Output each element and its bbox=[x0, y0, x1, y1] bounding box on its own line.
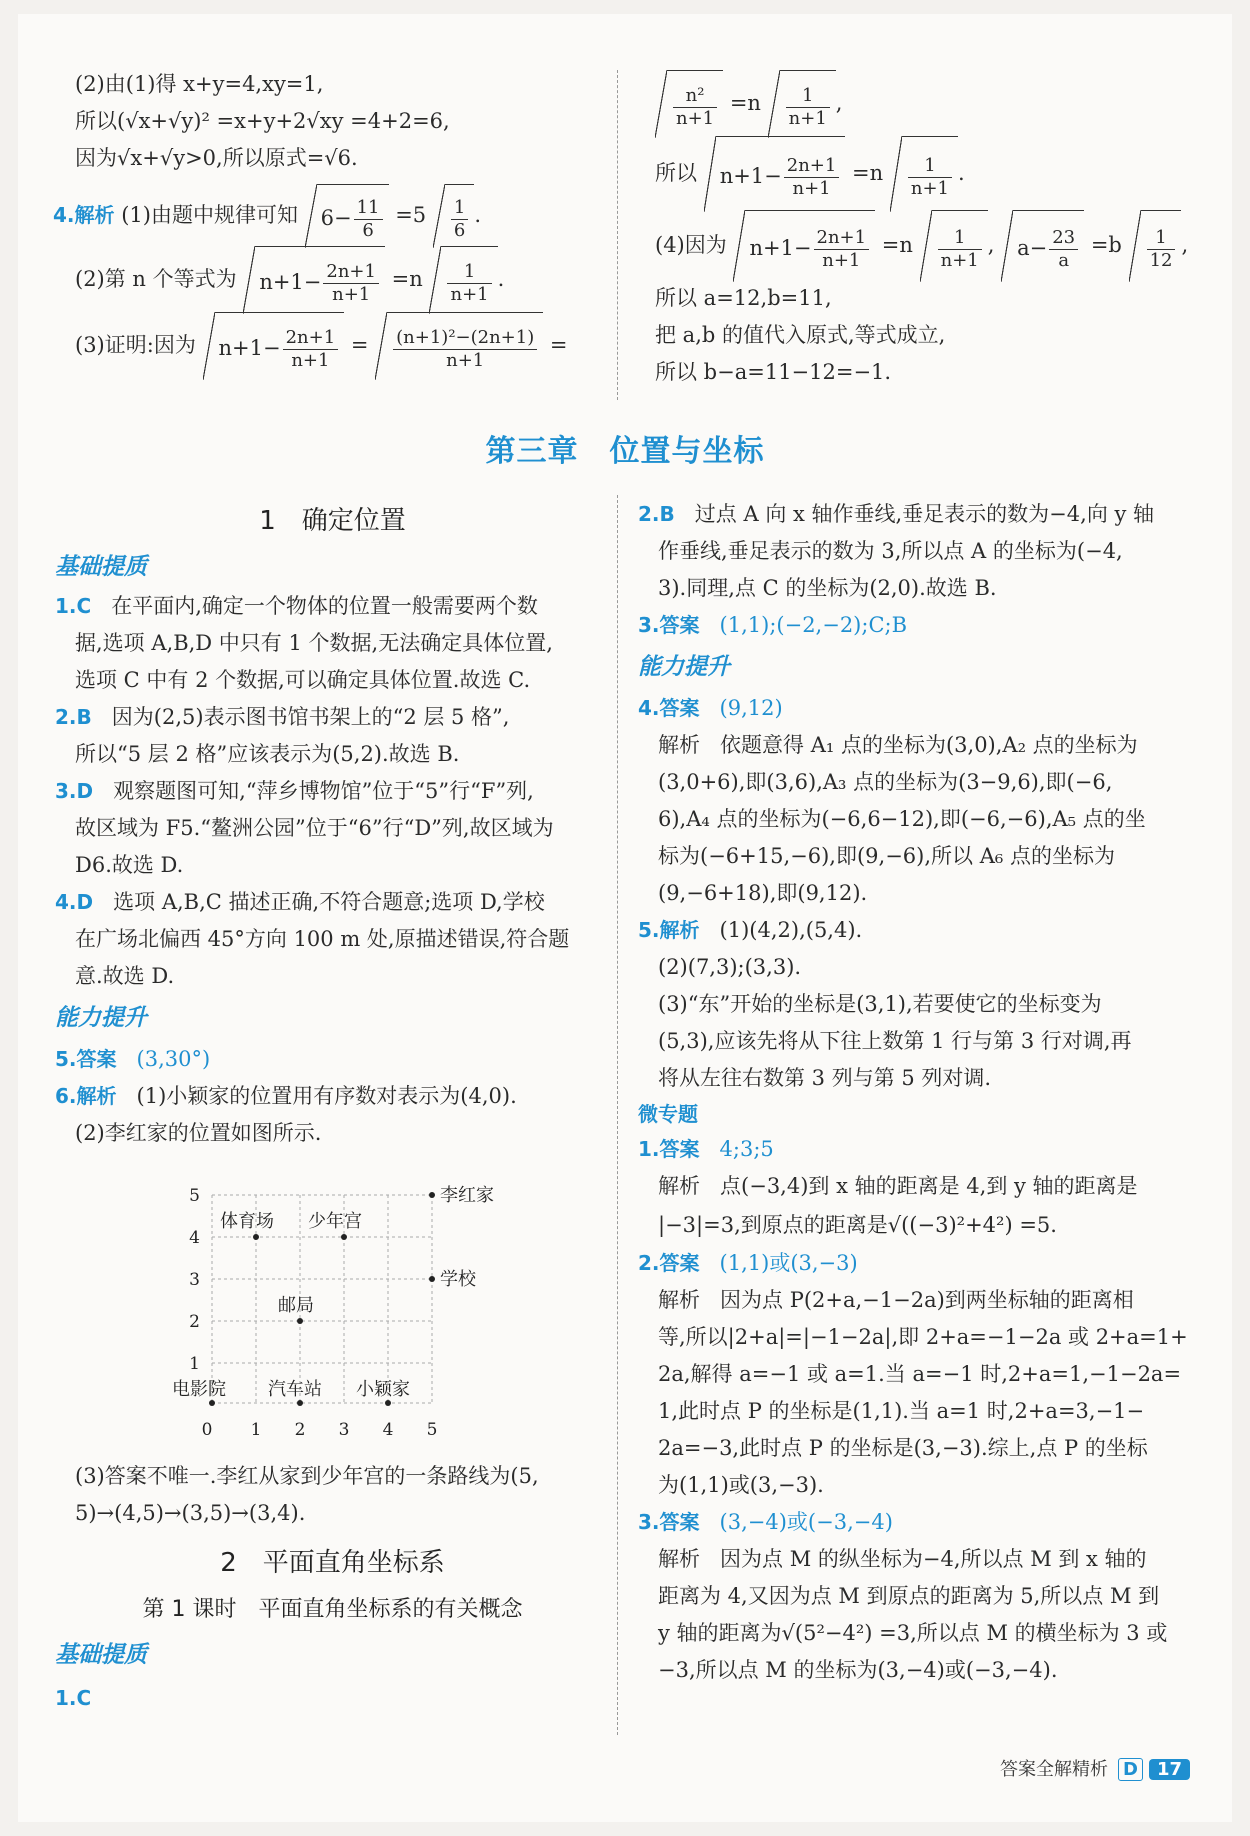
m1-jx-line bbox=[638, 1168, 1203, 1205]
q6-label: 6.解析 bbox=[55, 1084, 117, 1108]
radical bbox=[441, 246, 497, 315]
x-tick: 1 bbox=[250, 1420, 262, 1440]
text: (1)(4,2),(5,4). bbox=[719, 918, 863, 942]
q4-line1: 4.解析 (1)由题中规律可知 6− $\frac{11}{6}$ =5 $\frac{1}{6}$ . bbox=[75, 184, 615, 246]
label-school: 学校 bbox=[440, 1269, 476, 1290]
fraction bbox=[673, 85, 717, 130]
text-line: 5)→(4,5)→(3,5)→(3,4). bbox=[75, 1501, 306, 1525]
denominator: 6 bbox=[453, 220, 466, 241]
fraction bbox=[283, 327, 339, 372]
fraction bbox=[786, 85, 830, 130]
fraction bbox=[908, 155, 952, 200]
denominator: n+1 bbox=[910, 178, 949, 199]
r-line2: 所以 n+1− $\frac{2n+1}{n+1}$ =n $\frac{1}{n+1}$ . bbox=[655, 136, 1195, 210]
section-header-basic: 基础提质 bbox=[55, 1642, 147, 1668]
text-line: 3).同理,点 C 的坐标为(2,0).故选 B. bbox=[658, 576, 997, 600]
fraction bbox=[1147, 227, 1176, 272]
denominator: n+1 bbox=[676, 108, 715, 129]
q4-label: 4.D bbox=[55, 890, 94, 914]
text: =5 bbox=[395, 203, 427, 227]
radical bbox=[1141, 210, 1182, 283]
denominator: n+1 bbox=[792, 178, 831, 199]
left-column bbox=[55, 496, 610, 1152]
x-tick: 0 bbox=[201, 1420, 213, 1440]
text: n+1− bbox=[749, 236, 812, 260]
text-line: 所以 b−a=11−12=−1. bbox=[655, 360, 892, 384]
text: 观察题图可知,“萍乡博物馆”位于“5”行“F”列, bbox=[113, 779, 534, 803]
denominator: n+1 bbox=[446, 350, 485, 371]
label-lihong: 李红家 bbox=[440, 1185, 494, 1206]
numerator: n² bbox=[673, 85, 717, 108]
text-line: 将从左往右数第 3 列与第 5 列对调. bbox=[658, 1066, 992, 1090]
q1-label: 1.C bbox=[55, 1686, 92, 1710]
denominator: n+1 bbox=[940, 250, 979, 271]
text-line: 选项 C 中有 2 个数据,可以确定具体位置.故选 C. bbox=[75, 668, 531, 692]
label-post: 邮局 bbox=[278, 1295, 314, 1316]
x-tick: 2 bbox=[294, 1420, 306, 1440]
q4-jx-line bbox=[638, 727, 1203, 764]
text: 选项 A,B,C 描述正确,不符合题意;选项 D,学校 bbox=[113, 890, 545, 914]
text-line: 等,所以|2+a|=|−1−2a|,即 2+a=−1−2a 或 2+a=1+ bbox=[658, 1325, 1188, 1349]
coordinate-grid-figure bbox=[160, 1185, 520, 1450]
text-line: 2a,解得 a=−1 或 a=1.当 a=−1 时,2+a=1,−1−2a= bbox=[658, 1362, 1182, 1386]
m1-label: 1.答案 bbox=[638, 1137, 700, 1161]
q4-line2: (2)第 n 个等式为 n+1− $\frac{2n+1}{n+1}$ =n $\frac{1}{n+1}$ . bbox=[75, 246, 615, 312]
m3-line bbox=[638, 1504, 1203, 1541]
q3-label: 3.D bbox=[55, 779, 94, 803]
jiexi-label: 解析 bbox=[658, 733, 700, 757]
radical bbox=[317, 184, 389, 249]
q4-label: 4.答案 bbox=[638, 696, 700, 720]
text: (4)因为 bbox=[655, 233, 727, 257]
text-line: 所以(√x+√y)² =x+y+2√xy =4+2=6, bbox=[75, 109, 450, 133]
section-header-basic: 基础提质 bbox=[55, 554, 147, 580]
text-line: (2)(7,3);(3,3). bbox=[658, 955, 802, 979]
answer: (3,30°) bbox=[136, 1047, 211, 1071]
text-line: (9,−6+18),即(9,12). bbox=[658, 881, 868, 905]
numerator: 1 bbox=[786, 85, 830, 108]
q2-line bbox=[638, 496, 1203, 533]
q2-label: 2.B bbox=[638, 502, 675, 526]
text: n+1− bbox=[259, 270, 322, 294]
numerator: 2n+1 bbox=[283, 327, 339, 350]
text-line: 标为(−6+15,−6),即(9,−6),所以 A₆ 点的坐标为 bbox=[658, 844, 1115, 868]
footer-d-badge: D bbox=[1118, 1758, 1143, 1781]
chapter-title: 第三章 位置与坐标 bbox=[485, 434, 765, 469]
text: (2)第 n 个等式为 bbox=[75, 267, 237, 291]
radical bbox=[1013, 210, 1084, 283]
numerator: 1 bbox=[1147, 227, 1176, 250]
text: 因为(2,5)表示图书馆书架上的“2 层 5 格”, bbox=[111, 705, 510, 729]
fraction bbox=[447, 261, 491, 306]
text: =n bbox=[852, 161, 884, 185]
fraction bbox=[451, 197, 468, 242]
y-tick: 2 bbox=[189, 1312, 200, 1332]
section-header-micro: 微专题 bbox=[638, 1102, 698, 1126]
text-line: 2a=−3,此时点 P 的坐标是(3,−3).综上,点 P 的坐标 bbox=[658, 1436, 1148, 1460]
radical bbox=[780, 70, 836, 139]
x-tick: 5 bbox=[426, 1420, 438, 1440]
answer: (9,12) bbox=[719, 696, 783, 720]
numerator: 1 bbox=[447, 261, 491, 284]
radical bbox=[445, 184, 474, 249]
numerator: 2n+1 bbox=[814, 227, 870, 250]
lesson-title: 第 1 课时 平面直角坐标系的有关概念 bbox=[142, 1597, 523, 1622]
numerator: 1 bbox=[938, 227, 982, 250]
left-column-bottom bbox=[55, 1458, 610, 1717]
answer: (1,1);(−2,−2);C;B bbox=[719, 613, 908, 637]
q1-line bbox=[55, 588, 610, 625]
q4-line bbox=[55, 884, 610, 921]
fraction bbox=[323, 261, 379, 306]
label-cinema: 电影院 bbox=[172, 1379, 226, 1400]
text: =b bbox=[1090, 233, 1122, 257]
label-xiaoying: 小颖家 bbox=[356, 1379, 410, 1400]
radical bbox=[387, 312, 543, 381]
page-footer bbox=[1000, 1755, 1190, 1781]
denominator: n+1 bbox=[450, 284, 489, 305]
y-tick: 1 bbox=[189, 1354, 200, 1374]
numerator: 2n+1 bbox=[323, 261, 379, 284]
fraction bbox=[938, 227, 982, 272]
text: 点(−3,4)到 x 轴的距离是 4,到 y 轴的距离是 bbox=[720, 1174, 1138, 1198]
text-line: (3)答案不唯一.李红从家到少年宫的一条路线为(5, bbox=[75, 1464, 539, 1488]
q4-line bbox=[638, 690, 1203, 727]
q5-line bbox=[638, 912, 1203, 949]
text-line: 为(1,1)或(3,−3). bbox=[658, 1473, 824, 1497]
numerator: 1 bbox=[908, 155, 952, 178]
jiexi-label: 解析 bbox=[658, 1547, 700, 1571]
answer: (3,−4)或(−3,−4) bbox=[719, 1510, 893, 1534]
numerator: (n+1)²−(2n+1) bbox=[393, 327, 537, 350]
q1-line bbox=[55, 1680, 610, 1717]
q5-line bbox=[55, 1041, 610, 1078]
right-column bbox=[638, 496, 1203, 1689]
q3-label: 3.答案 bbox=[638, 613, 700, 637]
denominator: n+1 bbox=[788, 108, 827, 129]
text: 因为点 P(2+a,−1−2a)到两坐标轴的距离相 bbox=[720, 1288, 1134, 1312]
section-header-ability: 能力提升 bbox=[55, 1005, 147, 1031]
m3-jx-line bbox=[638, 1541, 1203, 1578]
text-line: 据,选项 A,B,D 中只有 1 个数据,无法确定具体位置, bbox=[75, 631, 553, 655]
fraction bbox=[784, 155, 840, 200]
numerator: 2n+1 bbox=[784, 155, 840, 178]
footer-text: 答案全解精析 bbox=[999, 1759, 1108, 1780]
text-line: 所以“5 层 2 格”应该表示为(5,2).故选 B. bbox=[75, 742, 460, 766]
text-line: 因为√x+√y>0,所以原式=√6. bbox=[75, 146, 358, 170]
text-line: 所以 a=12,b=11, bbox=[655, 286, 832, 310]
denominator: 12 bbox=[1149, 250, 1173, 271]
radical bbox=[215, 312, 345, 381]
text: =n bbox=[881, 233, 913, 257]
radical bbox=[745, 210, 875, 283]
text-line: 距离为 4,又因为点 M 到原点的距离为 5,所以点 M 到 bbox=[658, 1584, 1160, 1608]
text-line: (3,0+6),即(3,6),A₃ 点的坐标为(3−9,6),即(−6, bbox=[658, 770, 1113, 794]
text-line: 故区域为 F5.“鳌洲公园”位于“6”行“D”列,故区域为 bbox=[75, 816, 554, 840]
q5-label: 5.解析 bbox=[638, 918, 700, 942]
page-number: 17 bbox=[1149, 1759, 1190, 1780]
section-header-ability: 能力提升 bbox=[638, 654, 730, 680]
m2-line bbox=[638, 1245, 1203, 1282]
fraction bbox=[393, 327, 537, 372]
fraction bbox=[1049, 227, 1078, 272]
text-line: (5,3),应该先将从下往上数第 1 行与第 3 行对调,再 bbox=[658, 1029, 1132, 1053]
answer: 4;3;5 bbox=[719, 1137, 774, 1161]
r-line3: (4)因为 n+1− $\frac{2n+1}{n+1}$ =n $\frac{1}{n+1}$ , a− $\frac{23}{a}$ =b $\frac{1}{12}$ , bbox=[655, 210, 1195, 280]
numerator: 23 bbox=[1049, 227, 1078, 250]
top-left-block bbox=[53, 66, 615, 378]
text: a− bbox=[1017, 236, 1048, 260]
column-divider bbox=[617, 495, 618, 1735]
q3-line bbox=[638, 607, 1203, 644]
text: =n bbox=[391, 267, 423, 291]
fraction bbox=[354, 197, 383, 242]
text: 过点 A 向 x 轴作垂线,垂足表示的数为−4,向 y 轴 bbox=[694, 502, 1155, 526]
text-line: (2)由(1)得 x+y=4,xy=1, bbox=[75, 72, 324, 96]
section-title: 1 确定位置 bbox=[259, 506, 406, 536]
text-line: (3)“东”开始的坐标是(3,1),若要使它的坐标变为 bbox=[658, 992, 1102, 1016]
denominator: a bbox=[1058, 250, 1070, 271]
label-bus: 汽车站 bbox=[268, 1379, 322, 1400]
r-line1: $\frac{\text{n²}}{n+1}$ =n $\frac{1}{n+1}$ , bbox=[655, 70, 1195, 136]
m3-label: 3.答案 bbox=[638, 1510, 700, 1534]
numerator: 1 bbox=[451, 197, 468, 220]
radical bbox=[902, 136, 958, 213]
text: n+1− bbox=[218, 336, 281, 360]
q2-line bbox=[55, 699, 610, 736]
denominator: n+1 bbox=[822, 250, 861, 271]
text: (1)由题中规律可知 bbox=[121, 203, 298, 227]
radical bbox=[932, 210, 988, 283]
jiexi-label: 解析 bbox=[658, 1174, 700, 1198]
text: (1)小颖家的位置用有序数对表示为(4,0). bbox=[136, 1084, 517, 1108]
text: 因为点 M 的纵坐标为−4,所以点 M 到 x 轴的 bbox=[720, 1547, 1147, 1571]
numerator: 11 bbox=[354, 197, 383, 220]
text: (3)证明:因为 bbox=[75, 333, 196, 357]
radical bbox=[716, 136, 846, 213]
text-line: 作垂线,垂足表示的数为 3,所以点 A 的坐标为(−4, bbox=[658, 539, 1123, 563]
text-line: (2)李红家的位置如图所示. bbox=[75, 1121, 322, 1145]
q4-line3: (3)证明:因为 n+1− $\frac{2n+1}{n+1}$ = $\frac{\text{(n+1)²−(2n+1)}}{n+1}$ = bbox=[75, 312, 615, 378]
text-line: 意.故选 D. bbox=[75, 964, 175, 988]
jiexi-label: 解析 bbox=[658, 1288, 700, 1312]
text-line: 把 a,b 的值代入原式,等式成立, bbox=[655, 323, 946, 347]
x-tick: 4 bbox=[382, 1420, 394, 1440]
m2-label: 2.答案 bbox=[638, 1251, 700, 1275]
text: 所以 bbox=[655, 161, 697, 185]
radical bbox=[255, 246, 385, 315]
m2-jx-line bbox=[638, 1282, 1203, 1319]
text-line: D6.故选 D. bbox=[75, 853, 184, 877]
y-tick: 5 bbox=[189, 1186, 200, 1206]
text-line: 6),A₄ 点的坐标为(−6,6−12),即(−6,−6),A₅ 点的坐 bbox=[658, 807, 1146, 831]
q3-line bbox=[55, 773, 610, 810]
x-tick: 3 bbox=[338, 1420, 350, 1440]
text-line: |−3|=3,到原点的距离是√((−3)²+4²) =5. bbox=[658, 1213, 1057, 1237]
text: 在平面内,确定一个物体的位置一般需要两个数 bbox=[111, 594, 538, 618]
text-line: 1,此时点 P 的坐标是(1,1).当 a=1 时,2+a=3,−1− bbox=[658, 1399, 1145, 1423]
denominator: 6 bbox=[362, 220, 374, 241]
text: 依题意得 A₁ 点的坐标为(3,0),A₂ 点的坐标为 bbox=[720, 733, 1138, 757]
q6-line bbox=[55, 1078, 610, 1115]
y-tick: 3 bbox=[189, 1270, 200, 1290]
top-right-block bbox=[655, 70, 1195, 391]
label-youth: 少年宫 bbox=[308, 1211, 362, 1232]
q5-label: 5.答案 bbox=[55, 1047, 117, 1071]
q2-label: 2.B bbox=[55, 705, 92, 729]
denominator: n+1 bbox=[291, 350, 330, 371]
text: n+1− bbox=[719, 164, 782, 188]
column-divider bbox=[617, 70, 618, 400]
section-title: 2 平面直角坐标系 bbox=[220, 1548, 445, 1578]
q4-label: 4.解析 bbox=[53, 203, 115, 227]
denominator: n+1 bbox=[332, 284, 371, 305]
answer: (1,1)或(3,−3) bbox=[719, 1251, 858, 1275]
text-line: 在广场北偏西 45°方向 100 m 处,原描述错误,符合题 bbox=[75, 927, 570, 951]
fraction bbox=[814, 227, 870, 272]
text-line: y 轴的距离为√(5²−4²) =3,所以点 M 的横坐标为 3 或 bbox=[658, 1621, 1168, 1645]
text: =n bbox=[729, 91, 761, 115]
radical bbox=[667, 70, 723, 139]
text: 6− bbox=[320, 206, 352, 230]
y-tick: 4 bbox=[189, 1228, 200, 1248]
label-gym: 体育场 bbox=[220, 1211, 274, 1232]
m1-line bbox=[638, 1131, 1203, 1168]
text-line: −3,所以点 M 的坐标为(3,−4)或(−3,−4). bbox=[658, 1658, 1058, 1682]
q1-label: 1.C bbox=[55, 594, 92, 618]
